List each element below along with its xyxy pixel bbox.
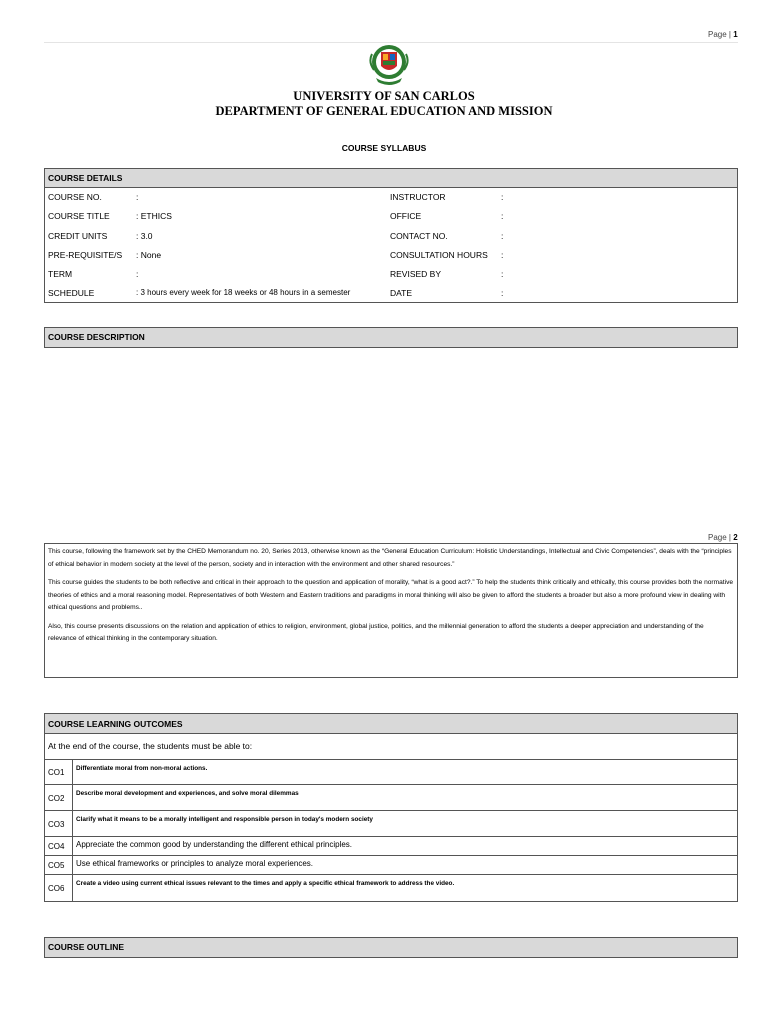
course-description-header-box xyxy=(44,327,738,348)
outcome-text: Appreciate the common good by understanding the different ethical principles. xyxy=(76,840,353,849)
detail-label: DATE xyxy=(390,288,413,298)
course-details-box xyxy=(44,168,738,303)
detail-value: : 3 hours every week for 18 weeks or 48 hours in a semester xyxy=(136,288,351,297)
outcome-text: Describe moral development and experiences, and solve moral dilemmas xyxy=(76,790,299,797)
page-number-value: 2 xyxy=(733,533,738,542)
detail-label: PRE-REQUISITE/S xyxy=(48,250,123,260)
detail-value: : xyxy=(501,192,504,202)
page-number-2 xyxy=(708,533,738,542)
course-outline-header-box xyxy=(44,937,738,958)
outcome-row xyxy=(45,855,737,875)
description-paragraph: Also, this course presents discussions on the relation and application of ethics to religion, environment, global justice, politics, and the millennial generation to afford the students a deeper appreciation and understanding of the relevance of ethical thinking in the contemporary situation. xyxy=(48,622,704,642)
outcome-code: CO6 xyxy=(45,875,73,902)
outcome-text: Create a video using current ethical issues relevant to the times and apply a specific ethical framework to address the video. xyxy=(76,880,455,887)
detail-label: COURSE TITLE xyxy=(48,211,110,221)
detail-label: COURSE NO. xyxy=(48,192,102,202)
university-seal-logo xyxy=(368,40,410,88)
description-paragraph: This course guides the students to be both reflective and critical in their approach to the question and application of morality, “what is a good act?.” To help the students think critically and ethically, this course provides both the normative theories of ethics and a moral reasoning model. Representatives of both Western and Eastern traditions and paradigms in moral thinking will also be given to afford the students a broader but also a more profound view in dealing with ethical questions and problems.. xyxy=(48,579,734,611)
description-paragraph: This course, following the framework set by the CHED Memorandum no. 20, Series 2013, otherwise known as the “General Education Curriculum: Holistic Understandings, Intellectual and Civic Competencies”, deals with the “principles of ethical behavior in modern society at the level of the person, society and in interaction with the environment and other shared resources.” xyxy=(48,548,732,568)
outcome-row xyxy=(45,874,737,902)
detail-label: REVISED BY xyxy=(390,269,442,279)
outcome-code: CO3 xyxy=(45,811,73,837)
detail-value: : xyxy=(501,211,504,221)
detail-value: : xyxy=(501,288,504,298)
outcome-code: CO2 xyxy=(45,785,73,811)
learning-outcomes-intro: At the end of the course, the students must be able to: xyxy=(48,741,253,751)
detail-label: TERM xyxy=(48,269,73,279)
outcome-row xyxy=(45,759,737,785)
detail-value: : xyxy=(501,231,504,241)
detail-value: : xyxy=(136,269,139,279)
detail-value: : xyxy=(136,192,139,202)
detail-label: INSTRUCTOR xyxy=(390,192,446,202)
page-number-value: 1 xyxy=(733,30,738,39)
course-description-header: COURSE DESCRIPTION xyxy=(45,328,737,347)
outcome-text: Use ethical frameworks or principles to analyze moral experiences. xyxy=(76,859,313,868)
course-outline-header: COURSE OUTLINE xyxy=(45,938,737,957)
course-description-body xyxy=(44,543,738,678)
outcome-text: Differentiate moral from non-moral actions. xyxy=(76,765,208,772)
page-label: Page | xyxy=(708,30,734,39)
detail-value: : xyxy=(501,269,504,279)
detail-label: OFFICE xyxy=(390,211,422,221)
learning-outcomes-header: COURSE LEARNING OUTCOMES xyxy=(45,714,737,734)
university-name: UNIVERSITY OF SAN CARLOS xyxy=(293,89,475,103)
outcome-code: CO1 xyxy=(45,760,73,785)
page-number-1 xyxy=(708,30,738,39)
detail-label: CONTACT NO. xyxy=(390,231,448,241)
outcome-text: Clarify what it means to be a morally intelligent and responsible person in today's modern society xyxy=(76,816,373,823)
detail-value: : 3.0 xyxy=(136,231,153,241)
course-details-header: COURSE DETAILS xyxy=(45,169,737,188)
detail-value: : None xyxy=(136,250,162,260)
outcome-row xyxy=(45,836,737,856)
outcome-code: CO5 xyxy=(45,856,73,875)
outcome-row xyxy=(45,810,737,837)
detail-label: CREDIT UNITS xyxy=(48,231,108,241)
detail-label: CONSULTATION HOURS xyxy=(390,250,488,260)
page-label: Page | xyxy=(708,533,734,542)
detail-label: SCHEDULE xyxy=(48,288,95,298)
detail-value: : xyxy=(501,250,504,260)
document-title: COURSE SYLLABUS xyxy=(341,143,427,153)
learning-outcomes-table xyxy=(44,713,738,902)
department-name: DEPARTMENT OF GENERAL EDUCATION AND MISSION xyxy=(215,104,553,118)
outcome-row xyxy=(45,784,737,811)
outcome-code: CO4 xyxy=(45,837,73,856)
detail-value: : ETHICS xyxy=(136,211,172,221)
